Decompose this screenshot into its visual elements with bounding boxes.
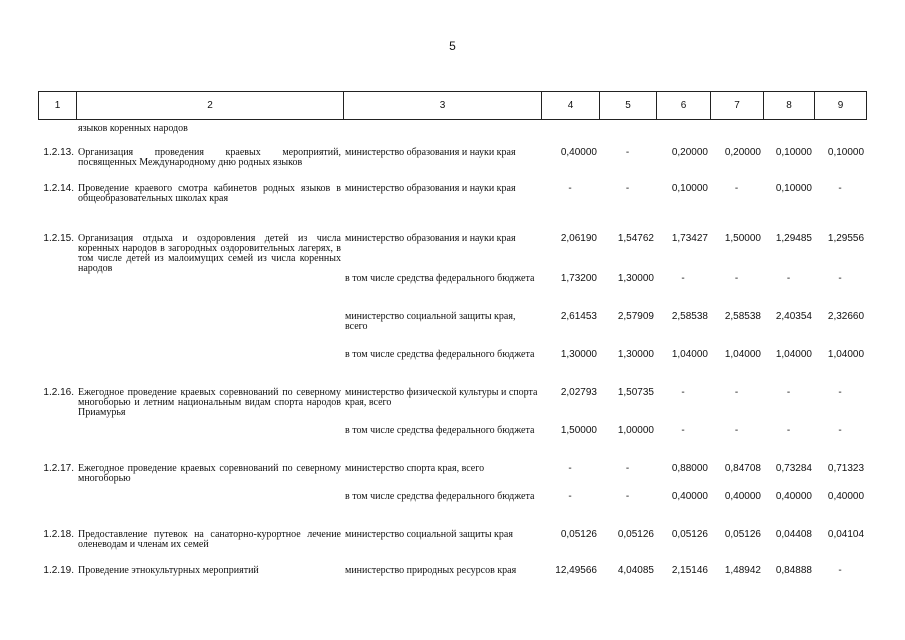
value-cell-col4: 12,49566 [555, 565, 597, 576]
value-cell-col9: 1,04000 [827, 349, 865, 360]
value-cell-col7: 0,20000 [724, 147, 761, 158]
value-cell-col7: - [734, 387, 739, 398]
row-name: Ежегодное проведение краевых соревнований по северному многоборью и летним национальным видам спорта народов Приамурья [78, 387, 341, 418]
table-row [38, 566, 866, 596]
value-cell-col9: - [838, 273, 842, 284]
value-cell-col6: 0,10000 [671, 183, 708, 194]
value-cell-col9: - [838, 565, 842, 576]
value-cell-col6: 2,58538 [671, 311, 708, 322]
value-cell-col7: - [734, 425, 739, 436]
table-row [38, 530, 866, 566]
value-cell-col7: 0,40000 [724, 491, 761, 502]
value-cell-col5: 0,05126 [617, 529, 654, 540]
row-executor: министерство природных ресурсов края [345, 565, 517, 576]
value-cell-col5: - [625, 463, 630, 474]
value-cell-col5: 4,04085 [617, 565, 654, 576]
column-header-4: 4 [542, 92, 600, 120]
value-cell-col6: - [681, 387, 685, 398]
value-cell-col5: 1,54762 [617, 233, 654, 244]
value-cell-col6: 1,04000 [671, 349, 708, 360]
row-executor: министерство физической культуры и спорта края, всего [345, 387, 538, 408]
value-cell-col4: 0,40000 [560, 147, 597, 158]
table-row [38, 148, 866, 184]
value-cell-col5: - [625, 147, 630, 158]
value-cell-col6: - [681, 273, 685, 284]
value-cell-col8: - [786, 273, 791, 284]
value-cell-col7: 2,58538 [724, 311, 761, 322]
value-cell-col8: 1,29485 [775, 233, 812, 244]
value-cell-col8: 2,40354 [775, 311, 812, 322]
row-executor: в том числе средства федерального бюджета [345, 349, 535, 360]
value-cell-col4: 1,73200 [560, 273, 597, 284]
continuation-text: языков коренных народов [78, 123, 188, 134]
value-cell-col5: 1,30000 [617, 273, 654, 284]
column-header-2: 2 [77, 92, 344, 120]
value-cell-col8: - [786, 387, 791, 398]
value-cell-col8: - [786, 425, 791, 436]
value-cell-col7: 1,50000 [724, 233, 761, 244]
value-cell-col7: - [734, 183, 739, 194]
column-header-3: 3 [344, 92, 542, 120]
value-cell-col7: 1,48942 [724, 565, 761, 576]
row-executor: министерство образования и науки края [345, 147, 516, 158]
table-row [38, 121, 866, 148]
column-header-1: 1 [39, 92, 77, 120]
row-executor: в том числе средства федерального бюджета [345, 425, 535, 436]
row-name: Проведение краевого смотра кабинетов родных языков в общеобразовательных школах края [78, 183, 341, 204]
value-cell-col7: 1,04000 [724, 349, 761, 360]
row-code: 1.2.13. [43, 147, 74, 158]
table-header [38, 91, 867, 120]
value-cell-col8: 0,10000 [775, 183, 812, 194]
value-cell-col4: - [568, 491, 572, 502]
row-executor: министерство социальной защиты края [345, 529, 513, 540]
value-cell-col4: 1,30000 [560, 349, 597, 360]
value-cell-col5: 1,30000 [617, 349, 654, 360]
value-cell-col5: 2,57909 [617, 311, 654, 322]
column-header-7: 7 [711, 92, 764, 120]
value-cell-col6: - [681, 425, 685, 436]
column-header-8: 8 [764, 92, 815, 120]
value-cell-col9: 0,71323 [827, 463, 865, 474]
value-cell-col4: - [568, 183, 572, 194]
value-cell-col5: - [625, 491, 630, 502]
column-header-9: 9 [815, 92, 867, 120]
value-cell-col6: 0,05126 [671, 529, 708, 540]
value-cell-col7: 0,84708 [724, 463, 761, 474]
value-cell-col8: 0,84888 [775, 565, 812, 576]
value-cell-col9: - [838, 387, 842, 398]
row-executor: министерство образования и науки края [345, 233, 516, 244]
value-cell-col6: 0,88000 [671, 463, 708, 474]
value-cell-col8: 0,40000 [775, 491, 812, 502]
value-cell-col9: 0,10000 [827, 147, 865, 158]
value-cell-col4: 2,06190 [560, 233, 597, 244]
column-header-6: 6 [657, 92, 711, 120]
value-cell-col9: 0,04104 [827, 529, 865, 540]
value-cell-col4: 1,50000 [560, 425, 597, 436]
row-executor: в том числе средства федерального бюджета [345, 273, 535, 284]
row-code: 1.2.15. [43, 233, 74, 244]
row-executor: министерство социальной защиты края, всего [345, 311, 516, 332]
value-cell-col4: 0,05126 [560, 529, 597, 540]
row-executor: министерство образования и науки края [345, 183, 516, 194]
row-code: 1.2.18. [43, 529, 74, 540]
row-code: 1.2.16. [43, 387, 74, 398]
value-cell-col9: 0,40000 [827, 491, 865, 502]
value-cell-col8: 0,04408 [775, 529, 812, 540]
value-cell-col6: 0,40000 [671, 491, 708, 502]
value-cell-col4: 2,02793 [560, 387, 597, 398]
row-name: Организация отдыха и оздоровления детей из числа коренных народов в загородных оздоровительных лагерях, в том числе детей из малоимущих семей из числа коренных народов [78, 233, 341, 274]
value-cell-col8: 0,73284 [775, 463, 812, 474]
value-cell-col9: 1,29556 [827, 233, 865, 244]
value-cell-col7: 0,05126 [724, 529, 761, 540]
row-code: 1.2.19. [43, 565, 74, 576]
value-cell-col8: 0,10000 [775, 147, 812, 158]
value-cell-col9: - [838, 425, 842, 436]
row-name: Предоставление путевок на санаторно-курортное лечение оленеводам и членам их семей [78, 529, 341, 550]
value-cell-col5: 1,50735 [617, 387, 654, 398]
value-cell-col9: - [838, 183, 842, 194]
row-name: Проведение этнокультурных мероприятий [78, 565, 259, 576]
column-header-5: 5 [600, 92, 657, 120]
value-cell-col9: 2,32660 [827, 311, 865, 322]
row-code: 1.2.17. [43, 463, 74, 474]
value-cell-col5: - [625, 183, 630, 194]
table-row [38, 388, 866, 426]
value-cell-col4: 2,61453 [560, 311, 597, 322]
value-cell-col6: 0,20000 [671, 147, 708, 158]
value-cell-col8: 1,04000 [775, 349, 812, 360]
row-name: Ежегодное проведение краевых соревнований по северному многоборью [78, 463, 341, 484]
value-cell-col5: 1,00000 [617, 425, 654, 436]
table-row [38, 234, 866, 274]
row-executor: в том числе средства федерального бюджета [345, 491, 535, 502]
value-cell-col4: - [568, 463, 572, 474]
row-code: 1.2.14. [43, 183, 74, 194]
row-executor: министерство спорта края, всего [345, 463, 485, 474]
page-number: 5 [449, 39, 456, 53]
value-cell-col6: 1,73427 [671, 233, 708, 244]
table-row [38, 464, 866, 492]
program-table [38, 121, 866, 596]
table-row [38, 184, 866, 234]
value-cell-col7: - [734, 273, 739, 284]
value-cell-col6: 2,15146 [671, 565, 708, 576]
row-name: Организация проведения краевых мероприятий, посвященных Международному дню родных языков [78, 147, 341, 168]
